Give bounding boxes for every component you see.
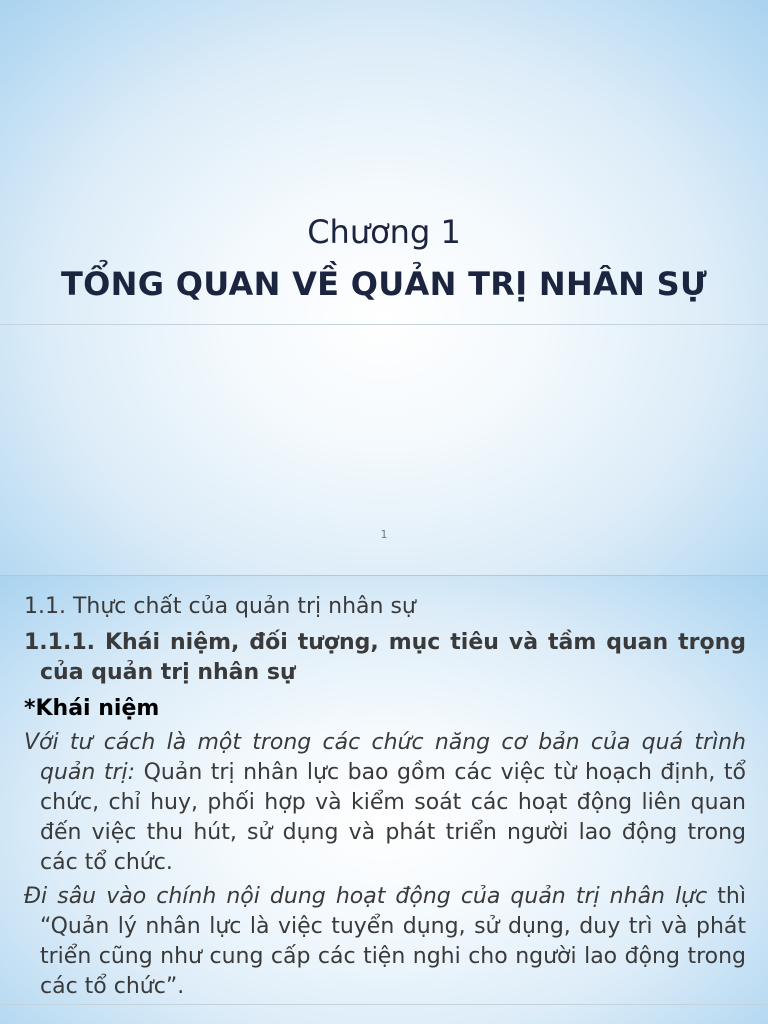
slide-2-content: [24, 592, 746, 1006]
chapter-title: Chương 1: [307, 213, 461, 251]
paragraph-1: [24, 728, 746, 878]
paragraph-2-text: thì “Quản lý nhân lực là việc tuyển dụng, sử dụng, duy trì và phát triển cũng như cung cấp các tiện nghi cho người lao động trong các tổ chức”.: [40, 884, 746, 999]
slide-number: 1: [380, 528, 388, 541]
subsection-heading: 1.1.1. Khái niệm, đối tượng, mục tiêu và tầm quan trọng của quản trị nhân sự: [24, 630, 746, 685]
paragraph-2-italic: Đi sâu vào chính nội dung hoạt động của quản trị nhân lực: [24, 884, 708, 909]
divider-line: [0, 324, 768, 325]
concept-heading: *Khái niệm: [24, 696, 160, 721]
paragraph-2: [24, 882, 746, 1002]
chapter-subtitle: TỔNG QUAN VỀ QUẢN TRỊ NHÂN SỰ: [61, 265, 707, 303]
paragraph-1-text: Quản trị nhân lực bao gồm các việc từ hoạch định, tổ chức, chỉ huy, phối hợp và kiểm soát các hoạt động liên quan đến việc thu hút, sử dụng và phát triển người lao động trong các tổ chức.: [40, 760, 746, 875]
paragraph-1-italic: Với tư cách là một trong các chức năng cơ bản của quá trình quản trị:: [24, 730, 746, 785]
section-heading: 1.1. Thực chất của quản trị nhân sự: [24, 594, 416, 619]
